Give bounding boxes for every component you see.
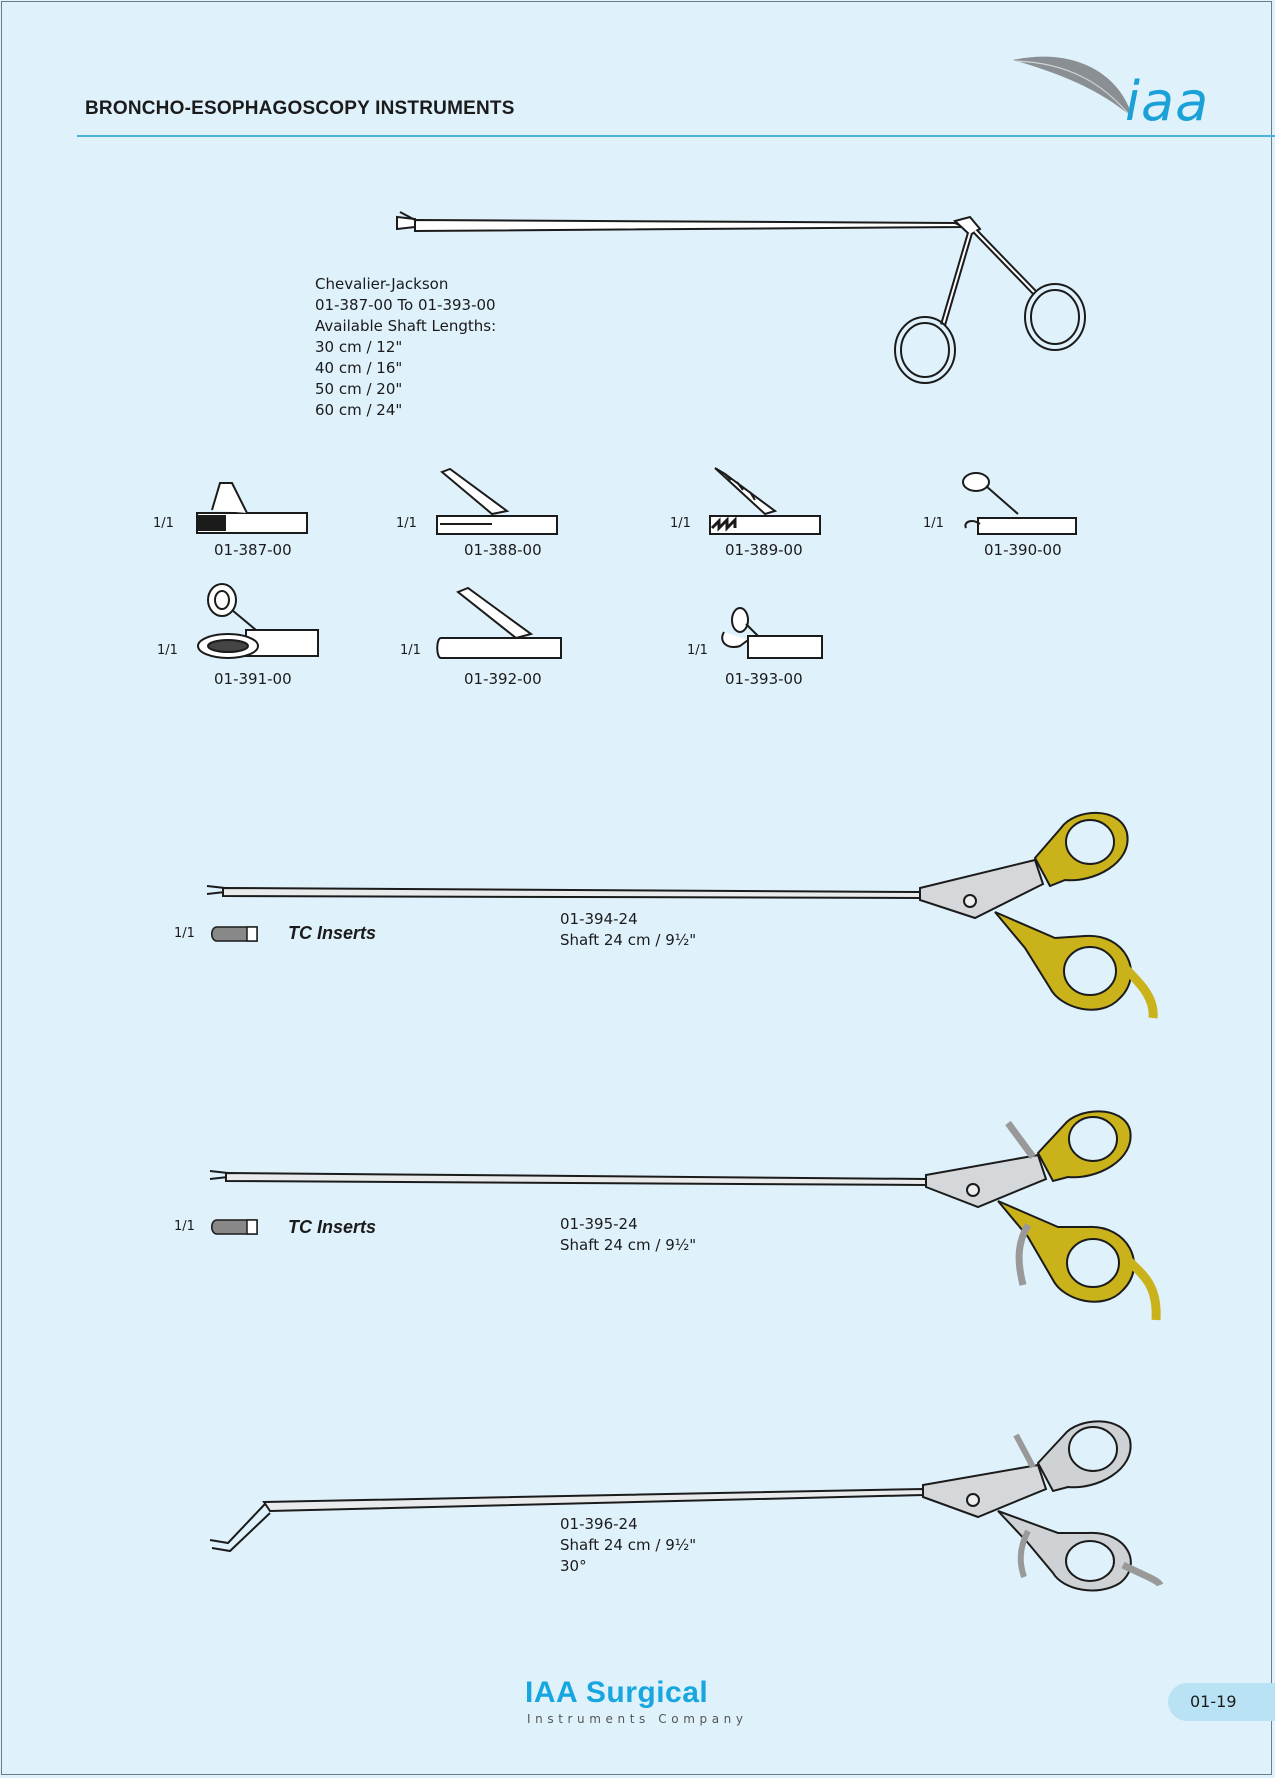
tip-387-illustration [192, 478, 312, 538]
tip-code: 01-393-00 [725, 670, 803, 688]
tip-code: 01-387-00 [214, 541, 292, 559]
chevalier-range: 01-387-00 To 01-393-00 [315, 296, 496, 314]
scale-label: 1/1 [670, 516, 691, 531]
shaft-length-item: 50 cm / 20" [315, 380, 403, 398]
scale-label: 1/1 [174, 926, 195, 941]
tc-inserts-label: TC Inserts [288, 923, 377, 943]
scale-label: 1/1 [157, 643, 178, 658]
chevalier-name: Chevalier-Jackson [315, 275, 449, 293]
product-angle: 30° [560, 1557, 587, 1575]
product-shaft: Shaft 24 cm / 9½" [560, 1236, 697, 1254]
tip-389-illustration [705, 466, 825, 536]
tip-code: 01-390-00 [984, 541, 1062, 559]
tc-inserts-label: TC Inserts [288, 1217, 377, 1237]
page-number: 01-19 [1190, 1692, 1237, 1711]
footer-brand: IAA Surgical [525, 1676, 709, 1709]
footer-subtitle: Instruments Company [527, 1712, 748, 1726]
logo-text: iaa [1125, 70, 1210, 133]
tip-code: 01-392-00 [464, 670, 542, 688]
tip-code: 01-391-00 [214, 670, 292, 688]
tc-insert-icon [211, 926, 259, 942]
product-code: 01-395-24 [560, 1215, 638, 1233]
page-title: BRONCHO-ESOPHAGOSCOPY INSTRUMENTS [85, 98, 515, 119]
scale-label: 1/1 [923, 516, 944, 531]
chevalier-jackson-forceps-illustration [395, 205, 1125, 425]
shaft-length-item: 30 cm / 12" [315, 338, 403, 356]
tip-390-illustration [958, 470, 1078, 536]
product-shaft: Shaft 24 cm / 9½" [560, 1536, 697, 1554]
scale-label: 1/1 [400, 643, 421, 658]
tip-code: 01-389-00 [725, 541, 803, 559]
tip-392-illustration [436, 586, 566, 662]
tip-code: 01-388-00 [464, 541, 542, 559]
tip-391-illustration [196, 582, 321, 662]
shaft-length-item: 60 cm / 24" [315, 401, 403, 419]
product-code: 01-396-24 [560, 1515, 638, 1533]
scale-label: 1/1 [174, 1219, 195, 1234]
scale-label: 1/1 [396, 516, 417, 531]
tip-393-illustration [718, 606, 826, 662]
product-code: 01-394-24 [560, 910, 638, 928]
tc-insert-icon [211, 1219, 259, 1235]
tip-388-illustration [432, 466, 562, 536]
scale-label: 1/1 [687, 643, 708, 658]
shaft-length-item: 40 cm / 16" [315, 359, 403, 377]
shaft-lengths-label: Available Shaft Lengths: [315, 317, 497, 335]
scale-label: 1/1 [153, 516, 174, 531]
product-shaft: Shaft 24 cm / 9½" [560, 931, 697, 949]
